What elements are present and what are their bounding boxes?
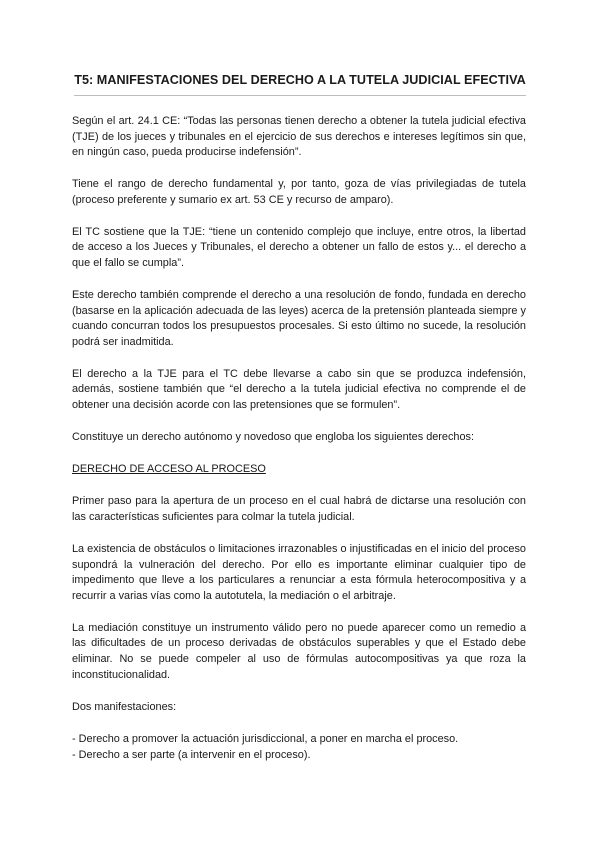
paragraph-resolucion-fondo: Este derecho también comprende el derecho a una resolución de fondo, fundada en derecho (basarse en la aplicación adecuada de las leyes) acerca de la pretensión planteada siempre y cuando concurran todos los presupuestos procesales. Si esto último no sucede, la resolución podrá ser inadmitida. [72, 288, 526, 348]
paragraph-primer-paso: Primer paso para la apertura de un proceso en el cual habrá de dictarse una resolución con las características suficientes para colmar la tutela judicial. [72, 495, 526, 524]
paragraph-indefension: El derecho a la TJE para el TC debe llevarse a cabo sin que se produzca indefensión, además, sostiene también que “el derecho a la tutela judicial efectiva no comprende el de obtener una decisión acorde con las pretensiones que se formulen”. [72, 367, 526, 411]
list-item-ser-parte: - Derecho a ser parte (a intervenir en el proceso). [72, 748, 311, 761]
paragraph-dos-manifestaciones: Dos manifestaciones: [72, 700, 177, 713]
paragraph-rango-fundamental: Tiene el rango de derecho fundamental y, por tanto, goza de vías privilegiadas de tutela (proceso preferente y sumario ex art. 53 CE y recurso de amparo). [72, 178, 526, 206]
list-item-promover: - Derecho a promover la actuación jurisdiccional, a poner en marcha el proceso. [72, 732, 459, 745]
paragraph-tc-contenido: El TC sostiene que la TJE: “tiene un contenido complejo que incluye, entre otros, la libertad de acceso a los Jueces y Tribunales, el derecho a obtener un fallo de estos y... el derecho a que el fallo se cumpla”. [72, 225, 526, 269]
document-title: T5: MANIFESTACIONES DEL DERECHO A LA TUTELA JUDICIAL EFECTIVA [74, 73, 526, 87]
document-body [72, 114, 526, 763]
paragraph-obstaculos: La existencia de obstáculos o limitaciones irrazonables o injustificadas en el inicio del proceso supondrá la vulneración del derecho. Por ello es importante eliminar cualquier tipo de impedimento que lleve a los particulares a renunciar a esta fórmula heterocompositiva y a recurrir a varias vías como la autotutela, la mediación o el arbitraje. [72, 543, 526, 602]
section-heading-acceso-proceso: DERECHO DE ACCESO AL PROCESO [72, 463, 266, 476]
paragraph-mediacion: La mediación constituye un instrumento válido pero no puede aparecer como un remedio a las dificultades de un proceso derivadas de obstáculos superables y que el Estado debe eliminar. No se puede compeler al uso de fórmulas autocompositivas ya que roza la inconstitucionalidad. [72, 621, 526, 681]
paragraph-derecho-autonomo: Constituye un derecho autónomo y novedoso que engloba los siguientes derechos: [72, 430, 475, 443]
paragraph-art-24-1: Según el art. 24.1 CE: “Todas las personas tienen derecho a obtener la tutela judicial efectiva (TJE) de los jueces y tribunales en el ejercicio de sus derechos e intereses legítimos sin que, en ningún caso, pueda producirse indefensión”. [72, 115, 526, 159]
title-divider [74, 95, 526, 96]
